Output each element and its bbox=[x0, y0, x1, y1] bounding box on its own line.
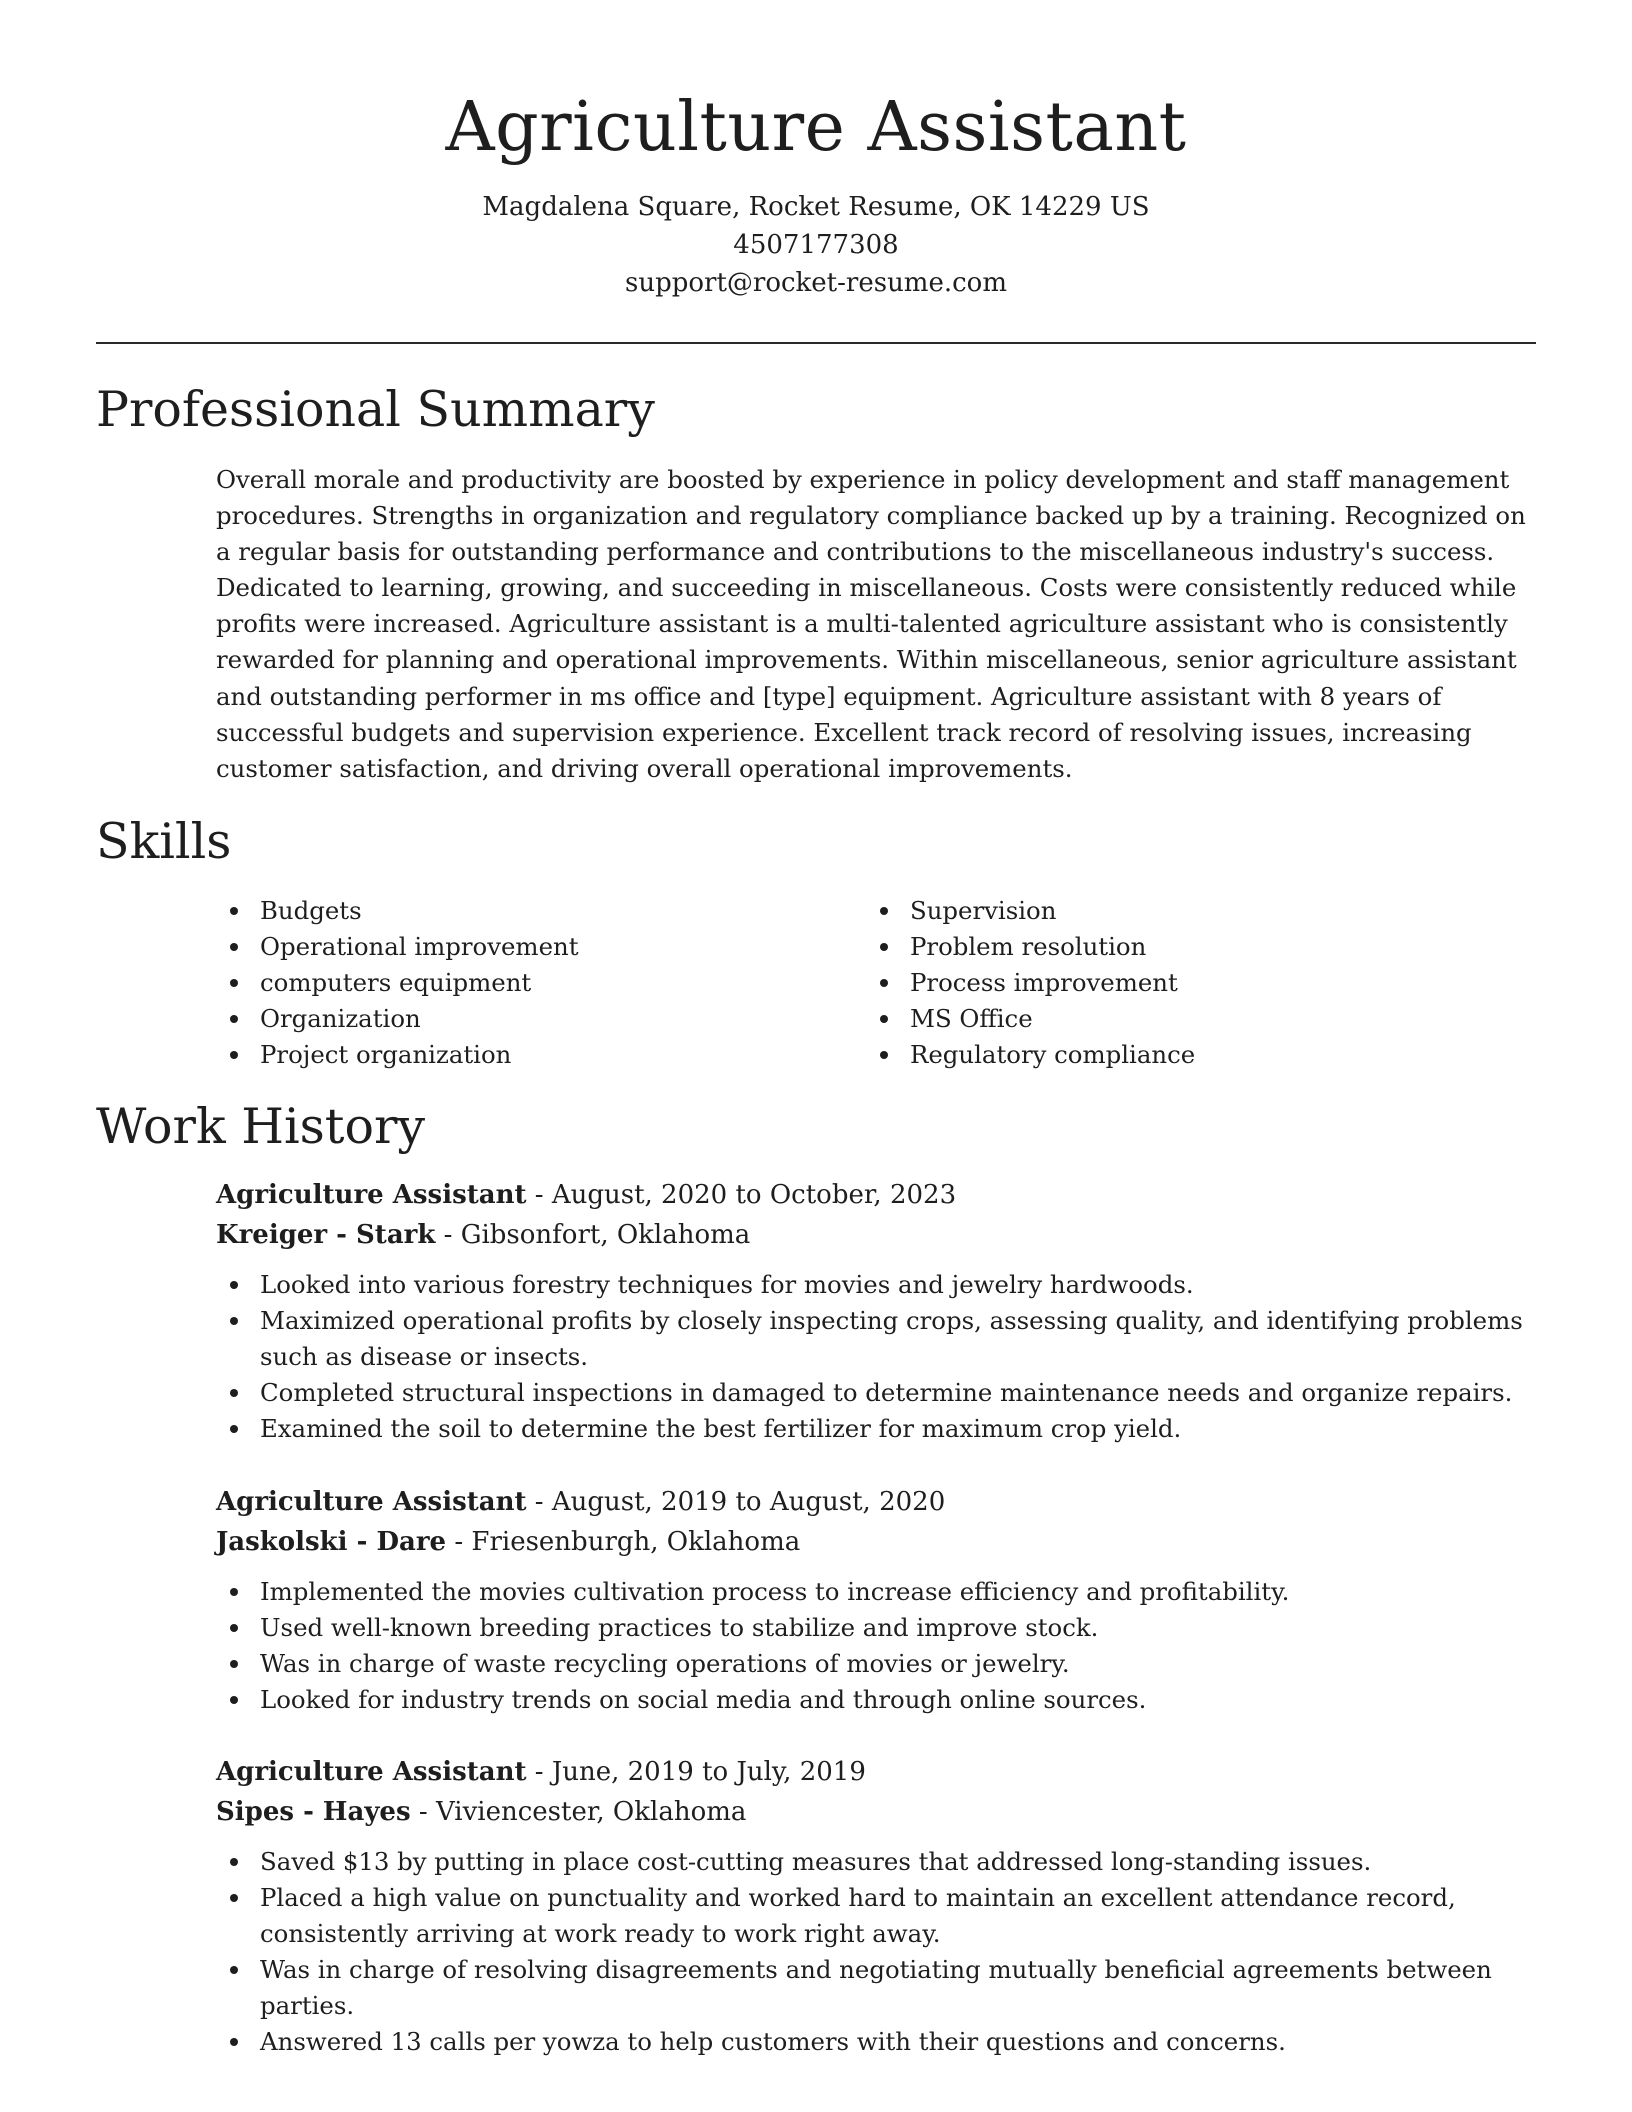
skill-item: Project organization bbox=[216, 1037, 836, 1073]
job-dates: August, 2019 to August, 2020 bbox=[551, 1487, 946, 1517]
job-location: Viviencester, Oklahoma bbox=[435, 1797, 747, 1827]
job-role: Agriculture Assistant bbox=[216, 1487, 527, 1517]
job-dates: June, 2019 to July, 2019 bbox=[551, 1757, 866, 1787]
skill-item: Supervision bbox=[866, 893, 1486, 929]
job-bullet: Used well-known breeding practices to stabilize and improve stock. bbox=[216, 1610, 1536, 1646]
phone: 4507177308 bbox=[733, 230, 899, 260]
skill-item: Process improvement bbox=[866, 965, 1486, 1001]
job-bullets bbox=[216, 1267, 1536, 1447]
job-title-line: Agriculture Assistant - August, 2019 to August, 2020 bbox=[216, 1487, 946, 1517]
job-bullet: Implemented the movies cultivation process to increase efficiency and profitability. bbox=[216, 1574, 1536, 1610]
job-bullets bbox=[216, 1574, 1536, 1718]
job-bullet: Saved $13 by putting in place cost-cutting measures that addressed long-standing issues. bbox=[216, 1844, 1536, 1880]
job-bullets bbox=[216, 1844, 1536, 2060]
summary-heading: Professional Summary bbox=[96, 381, 655, 438]
job-title-line: Agriculture Assistant - June, 2019 to July, 2019 bbox=[216, 1757, 866, 1787]
job-bullet: Looked for industry trends on social media and through online sources. bbox=[216, 1682, 1536, 1718]
job-bullet: Placed a high value on punctuality and worked hard to maintain an excellent attendance record, consistently arriving at work ready to work right away. bbox=[216, 1880, 1536, 1952]
skills-list-right bbox=[866, 893, 1486, 1073]
skill-item: MS Office bbox=[866, 1001, 1486, 1037]
job-company-line: Sipes - Hayes - Viviencester, Oklahoma bbox=[216, 1797, 747, 1827]
skill-item: computers equipment bbox=[216, 965, 836, 1001]
candidate-name: Agriculture Assistant bbox=[445, 88, 1187, 167]
address: Magdalena Square, Rocket Resume, OK 14229 US bbox=[482, 192, 1150, 222]
job-title-line: Agriculture Assistant - August, 2020 to October, 2023 bbox=[216, 1180, 957, 1210]
skill-item: Regulatory compliance bbox=[866, 1037, 1486, 1073]
job-location: Friesenburgh, Oklahoma bbox=[471, 1527, 801, 1557]
skill-item: Problem resolution bbox=[866, 929, 1486, 965]
job-bullet: Was in charge of waste recycling operations of movies or jewelry. bbox=[216, 1646, 1536, 1682]
skill-item: Organization bbox=[216, 1001, 836, 1037]
job-bullet: Looked into various forestry techniques for movies and jewelry hardwoods. bbox=[216, 1267, 1536, 1303]
summary-text: Overall morale and productivity are boosted by experience in policy development and staff management procedures. Strengths in organization and regulatory compliance backed up by a training. Recognized on a regular basis for outstanding performance and contributions to the miscellaneous industry's success. Dedicated to learning, growing, and succeeding in miscellaneous. Costs were consistently reduced while profits were increased. Agriculture assistant is a multi-talented agriculture assistant who is consistently rewarded for planning and operational improvements. Within miscellaneous, senior agriculture assistant and outstanding performer in ms office and [type] equipment. Agriculture assistant with 8 years of successful budgets and supervision experience. Excellent track record of resolving issues, increasing customer satisfaction, and driving overall operational improvements. bbox=[216, 465, 1526, 783]
job-company-line: Jaskolski - Dare - Friesenburgh, Oklahoma bbox=[216, 1527, 801, 1557]
work-history-heading: Work History bbox=[96, 1098, 426, 1155]
job-company-line: Kreiger - Stark - Gibsonfort, Oklahoma bbox=[216, 1220, 751, 1250]
job-bullet: Was in charge of resolving disagreements and negotiating mutually beneficial agreements between parties. bbox=[216, 1952, 1536, 2024]
job-company: Sipes - Hayes bbox=[216, 1797, 411, 1827]
skill-item: Budgets bbox=[216, 893, 836, 929]
job-location: Gibsonfort, Oklahoma bbox=[460, 1220, 751, 1250]
skill-item: Operational improvement bbox=[216, 929, 836, 965]
skills-list-left bbox=[216, 893, 836, 1073]
job-role: Agriculture Assistant bbox=[216, 1757, 527, 1787]
resume-header bbox=[0, 0, 1632, 302]
job-bullet: Examined the soil to determine the best fertilizer for maximum crop yield. bbox=[216, 1411, 1536, 1447]
header-divider bbox=[96, 342, 1536, 344]
contact-info bbox=[0, 188, 1632, 302]
email: support@rocket-resume.com bbox=[624, 268, 1007, 298]
job-entry bbox=[216, 1482, 1536, 1718]
job-bullet: Answered 13 calls per yowza to help customers with their questions and concerns. bbox=[216, 2024, 1536, 2060]
job-company: Kreiger - Stark bbox=[216, 1220, 436, 1250]
job-bullet: Completed structural inspections in damaged to determine maintenance needs and organize repairs. bbox=[216, 1375, 1536, 1411]
job-company: Jaskolski - Dare bbox=[216, 1527, 447, 1557]
job-entry bbox=[216, 1752, 1536, 2060]
job-bullet: Maximized operational profits by closely inspecting crops, assessing quality, and identifying problems such as disease or insects. bbox=[216, 1303, 1536, 1375]
job-role: Agriculture Assistant bbox=[216, 1180, 527, 1210]
skills-heading: Skills bbox=[96, 813, 232, 870]
job-entry bbox=[216, 1175, 1536, 1447]
job-dates: August, 2020 to October, 2023 bbox=[551, 1180, 957, 1210]
